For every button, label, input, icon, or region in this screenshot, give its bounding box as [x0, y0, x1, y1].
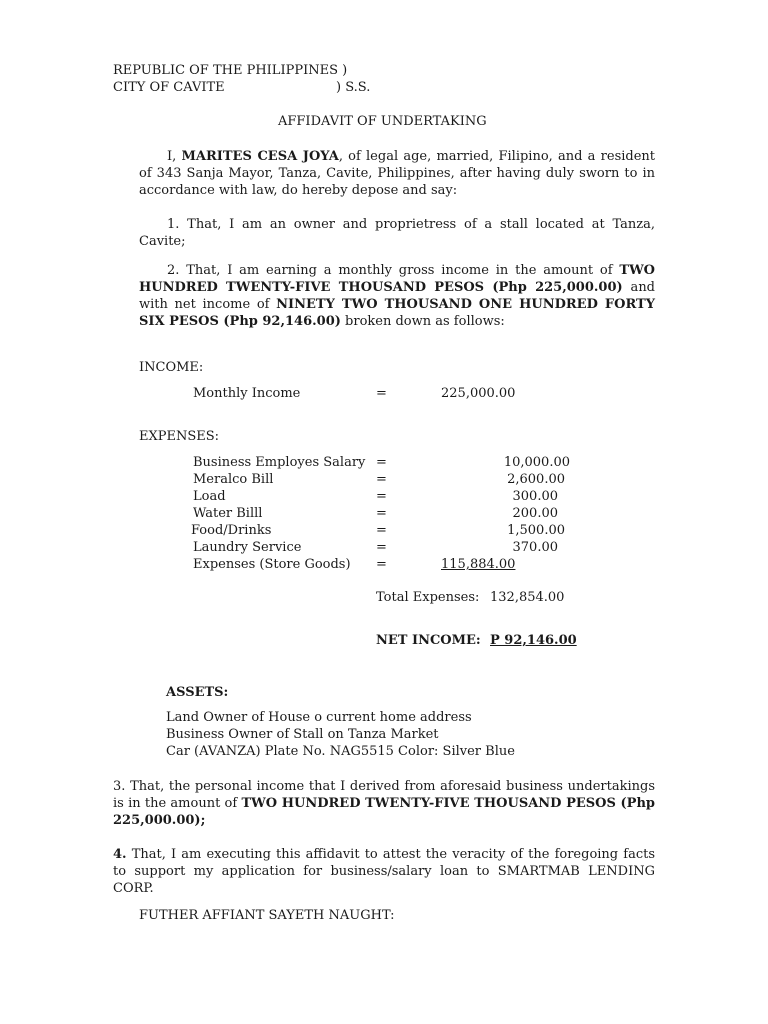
expense-equals: =	[376, 506, 387, 521]
expense-equals: =	[376, 557, 387, 572]
total-expenses-value: 132,854.00	[490, 590, 565, 605]
paragraph-1: 1. That, I am an owner and proprietress of a stall located at Tanza, Cavite;	[139, 217, 655, 249]
closing-statement: FUTHER AFFIANT SAYETH NAUGHT:	[139, 908, 395, 923]
para2-net-income: NINETY TWO THOUSAND ONE HUNDRED FORTY SIX PESOS (Php 92,146.00)	[139, 297, 655, 329]
header-ss: ) S.S.	[336, 80, 371, 95]
para4-text: That, I am executing this affidavit to attest the veracity of the foregoing facts to support my application for business/salary loan to SMARTMAB LENDING CORP.	[113, 847, 655, 896]
income-equals: =	[376, 386, 387, 401]
expense-label: Load	[193, 489, 226, 504]
expense-value: 200.00	[512, 506, 558, 521]
expense-label: Meralco Bill	[193, 472, 274, 487]
expense-label: Water Billl	[193, 506, 263, 521]
expense-label: Business Employes Salary	[193, 455, 366, 470]
header-line-republic: REPUBLIC OF THE PHILIPPINES )	[113, 63, 348, 78]
total-expenses-label: Total Expenses:	[376, 590, 480, 605]
paragraph-4	[113, 846, 655, 897]
para3-text: 3. That, the personal income that I derived from aforesaid business undertakings is in the amount of	[113, 779, 655, 811]
income-heading: INCOME:	[139, 360, 204, 375]
para2-text-3: broken down as follows:	[340, 314, 505, 329]
expense-label: Laundry Service	[193, 540, 302, 555]
expense-value: 1,500.00	[507, 523, 565, 538]
intro-pre: I,	[167, 149, 182, 164]
expense-equals: =	[376, 472, 387, 487]
expense-value: 300.00	[512, 489, 558, 504]
expense-label: Food/Drinks	[191, 523, 272, 538]
income-value: 225,000.00	[441, 386, 516, 401]
income-label: Monthly Income	[193, 386, 301, 401]
asset-item: Car (AVANZA) Plate No. NAG5515 Color: Silver Blue	[166, 744, 515, 759]
expense-equals: =	[376, 455, 387, 470]
expenses-heading: EXPENSES:	[139, 429, 220, 444]
expense-value: 370.00	[512, 540, 558, 555]
expense-equals: =	[376, 489, 387, 504]
paragraph-3	[113, 778, 655, 829]
header-line-city: CITY OF CAVITE	[113, 80, 225, 95]
para3-personal-income: TWO HUNDRED TWENTY-FIVE THOUSAND PESOS (Php 225,000.00);	[113, 796, 656, 828]
expense-value: 115,884.00	[441, 557, 516, 572]
affiant-name: MARITES CESA JOYA	[181, 149, 339, 164]
paragraph-2	[139, 262, 655, 330]
expense-value: 10,000.00	[503, 455, 570, 470]
expense-label: Expenses (Store Goods)	[193, 557, 351, 572]
para2-text-1: 2. That, I am earning a monthly gross income in the amount of	[167, 263, 620, 278]
intro-paragraph	[139, 148, 655, 199]
net-income-label: NET INCOME:	[376, 633, 481, 648]
expense-equals: =	[376, 523, 387, 538]
assets-heading: ASSETS:	[166, 685, 229, 700]
net-income-value: P 92,146.00	[490, 633, 577, 648]
para2-text-2: and with net income of	[139, 280, 656, 312]
expense-equals: =	[376, 540, 387, 555]
para2-gross-income: TWO HUNDRED TWENTY-FIVE THOUSAND PESOS (Php 225,000.00)	[139, 263, 655, 295]
document-title: AFFIDAVIT OF UNDERTAKING	[278, 114, 487, 129]
asset-item: Business Owner of Stall on Tanza Market	[166, 727, 439, 742]
expense-value: 2,600.00	[507, 472, 565, 487]
intro-post: , of legal age, married, Filipino, and a resident of 343 Sanja Mayor, Tanza, Cavite, Philippines, after having duly sworn to in accordance with law, do hereby depose and say:	[139, 149, 656, 198]
asset-item: Land Owner of House o current home address	[166, 710, 472, 725]
para4-number: 4.	[113, 847, 127, 862]
